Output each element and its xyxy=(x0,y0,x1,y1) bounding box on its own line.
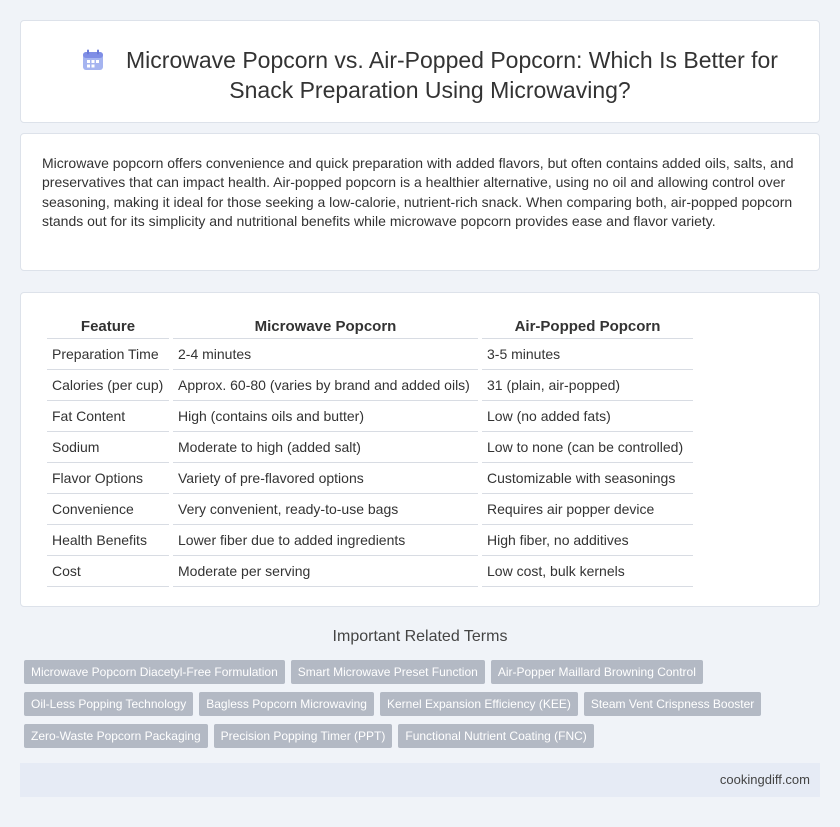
related-term-tag[interactable]: Smart Microwave Preset Function xyxy=(291,660,485,684)
table-row xyxy=(47,525,693,556)
table-header-row xyxy=(47,313,693,339)
table-cell: Variety of pre-flavored options xyxy=(173,463,478,494)
table-cell: Fat Content xyxy=(47,401,169,432)
table-cell: Low (no added fats) xyxy=(482,401,693,432)
table-cell: 31 (plain, air-popped) xyxy=(482,370,693,401)
header-feature: Feature xyxy=(47,313,169,339)
tag-row xyxy=(24,692,804,724)
related-term-tag[interactable]: Functional Nutrient Coating (FNC) xyxy=(398,724,593,748)
table-cell: Flavor Options xyxy=(47,463,169,494)
table-cell: Convenience xyxy=(47,494,169,525)
table-cell: High (contains oils and butter) xyxy=(173,401,478,432)
related-term-tag[interactable]: Air-Popper Maillard Browning Control xyxy=(491,660,703,684)
related-term-tag[interactable]: Bagless Popcorn Microwaving xyxy=(199,692,374,716)
table-row xyxy=(47,556,693,587)
related-terms-list xyxy=(24,660,804,756)
table-cell: Health Benefits xyxy=(47,525,169,556)
table-cell: Very convenient, ready-to-use bags xyxy=(173,494,478,525)
comparison-table xyxy=(43,313,697,587)
table-row xyxy=(47,494,693,525)
table-cell: 3-5 minutes xyxy=(482,339,693,370)
table-cell: Preparation Time xyxy=(47,339,169,370)
table-row xyxy=(47,370,693,401)
table-row xyxy=(47,463,693,494)
table-cell: Moderate per serving xyxy=(173,556,478,587)
header-air-popped: Air-Popped Popcorn xyxy=(482,313,693,339)
page-title xyxy=(61,45,799,105)
table-cell: 2-4 minutes xyxy=(173,339,478,370)
page-title-text: Microwave Popcorn vs. Air-Popped Popcorn: Which Is Better for Snack Preparation Using Microwaving? xyxy=(126,47,778,103)
table-cell: Sodium xyxy=(47,432,169,463)
table-cell: Approx. 60-80 (varies by brand and added oils) xyxy=(173,370,478,401)
tag-row xyxy=(24,724,804,756)
related-term-tag[interactable]: Microwave Popcorn Diacetyl-Free Formulation xyxy=(24,660,285,684)
comparison-card xyxy=(20,292,820,607)
footer xyxy=(20,763,820,797)
related-term-tag[interactable]: Kernel Expansion Efficiency (KEE) xyxy=(380,692,578,716)
table-cell: High fiber, no additives xyxy=(482,525,693,556)
table-cell: Requires air popper device xyxy=(482,494,693,525)
table-row xyxy=(47,401,693,432)
table-cell: Cost xyxy=(47,556,169,587)
related-term-tag[interactable]: Steam Vent Crispness Booster xyxy=(584,692,761,716)
table-cell: Low cost, bulk kernels xyxy=(482,556,693,587)
header-microwave: Microwave Popcorn xyxy=(173,313,478,339)
summary-card xyxy=(20,133,820,271)
table-cell: Customizable with seasonings xyxy=(482,463,693,494)
related-term-tag[interactable]: Precision Popping Timer (PPT) xyxy=(214,724,393,748)
calendar-icon xyxy=(82,49,104,71)
related-term-tag[interactable]: Oil-Less Popping Technology xyxy=(24,692,193,716)
related-terms-heading: Important Related Terms xyxy=(332,628,508,645)
tag-row xyxy=(24,660,804,692)
table-row xyxy=(47,339,693,370)
table-cell: Lower fiber due to added ingredients xyxy=(173,525,478,556)
table-cell: Calories (per cup) xyxy=(47,370,169,401)
table-row xyxy=(47,432,693,463)
table-cell: Low to none (can be controlled) xyxy=(482,432,693,463)
table-cell: Moderate to high (added salt) xyxy=(173,432,478,463)
summary-text: Microwave popcorn offers convenience and quick preparation with added flavors, but often contains added oils, salts, and preservatives that can impact health. Air-popped popcorn is a healthier alternative, using no oil and allowing control over seasoning, making it ideal for those seeking a low-calorie, nutrient-rich snack. When comparing both, air-popped popcorn stands out for its simplicity and nutritional benefits while microwave popcorn provides ease and flavor variety. xyxy=(42,155,794,230)
related-term-tag[interactable]: Zero-Waste Popcorn Packaging xyxy=(24,724,208,748)
title-card xyxy=(20,20,820,123)
site-link[interactable]: cookingdiff.com xyxy=(719,772,810,787)
